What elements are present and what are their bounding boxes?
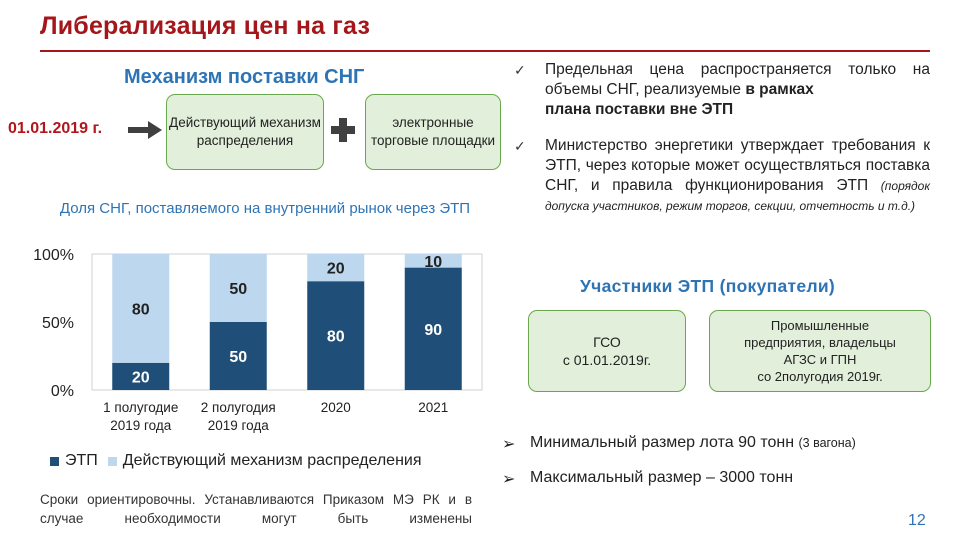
legend-swatch-current <box>108 457 117 466</box>
min-lot-text: Минимальный размер лота 90 тонн <box>530 434 799 451</box>
title-divider <box>40 50 930 52</box>
y-tick-label: 100% <box>33 247 74 264</box>
stacked-bar-chart <box>0 240 500 445</box>
x-tick-label: 1 полугодие <box>103 400 179 415</box>
participants-heading: Участники ЭТП (покупатели) <box>580 276 836 296</box>
check-icon: ✓ <box>514 62 526 78</box>
bar-data-label: 10 <box>424 253 443 271</box>
industry-line-3: АГЗС и ГПН <box>783 352 857 367</box>
legend-swatch-etp <box>50 457 59 466</box>
bullet-price-cap-bold-a: в рамках <box>745 81 814 98</box>
y-tick-label: 0% <box>50 383 74 400</box>
mechanism-heading: Механизм поставки СНГ <box>124 66 365 88</box>
check-icon: ✓ <box>514 138 526 154</box>
min-lot-paren: (3 вагона) <box>798 436 856 450</box>
bullet-ministry <box>514 136 930 256</box>
arrow-right-icon <box>128 121 162 139</box>
bar-data-label: 20 <box>131 369 150 387</box>
x-tick-label: 2020 <box>320 400 351 415</box>
arrowhead-right-icon: ➢ <box>502 471 516 488</box>
x-tick-label: 2 полугодия <box>200 400 276 415</box>
bullet-ministry-italic: (порядок допуска участников, режим торгов, секции, отчетность и т.д.) <box>545 179 930 213</box>
y-tick-label: 50% <box>41 315 74 332</box>
chart-title: Доля СНГ, поставляемого на внутренний рынок через ЭТП <box>59 200 471 217</box>
x-tick-label: 2019 года <box>110 418 172 433</box>
bar-data-label: 90 <box>424 321 443 339</box>
participant-industry-box <box>709 310 931 392</box>
gso-line-2: с 01.01.2019г. <box>562 352 652 368</box>
bar-data-label: 80 <box>131 301 150 319</box>
max-lot-text: Максимальный размер – 3000 тонн <box>530 469 794 486</box>
industry-line-1: Промышленные <box>770 318 870 333</box>
start-date-label: 01.01.2019 г. <box>8 120 103 137</box>
gso-line-1: ГСО <box>593 334 621 350</box>
participant-gso-box <box>528 310 686 392</box>
current-mechanism-box: Действующий механизм распределения <box>166 94 324 170</box>
legend-label-current: Действующий механизм распределения <box>122 452 422 469</box>
industry-line-4: со 2полугодия 2019г. <box>757 369 883 384</box>
schedule-note: Сроки ориентировочны. Устанавливаются Приказом МЭ РК и в случае необходимости могут быть изменены <box>40 492 472 526</box>
bar-data-label: 80 <box>326 328 345 346</box>
page-number: 12 <box>908 512 926 529</box>
bar-data-label: 50 <box>229 349 248 366</box>
bullet-price-cap-bold-b: плана поставки вне ЭТП <box>545 101 734 118</box>
x-tick-label: 2019 года <box>207 418 269 433</box>
etp-box: электронные торговые площадки <box>365 94 501 170</box>
bullet-price-cap <box>514 60 930 122</box>
slide-title: Либерализация цен на газ <box>40 12 371 40</box>
bullet-price-cap-text: Предельная цена распространяется только на объемы СНГ, реализуемые <box>545 61 930 98</box>
x-tick-label: 2021 <box>418 400 449 415</box>
legend-label-etp: ЭТП <box>65 452 98 469</box>
bar-data-label: 20 <box>326 260 345 278</box>
bullet-ministry-text: Министерство энергетики утверждает требования к ЭТП, через которые может осуществляться поставка СНГ, и правила функционирования ЭТП <box>545 137 930 194</box>
plus-icon <box>329 116 357 144</box>
chart-legend <box>50 452 422 470</box>
bar-data-label: 50 <box>229 281 248 298</box>
industry-line-2: предприятия, владельцы <box>744 335 896 350</box>
arrowhead-right-icon: ➢ <box>502 436 516 453</box>
